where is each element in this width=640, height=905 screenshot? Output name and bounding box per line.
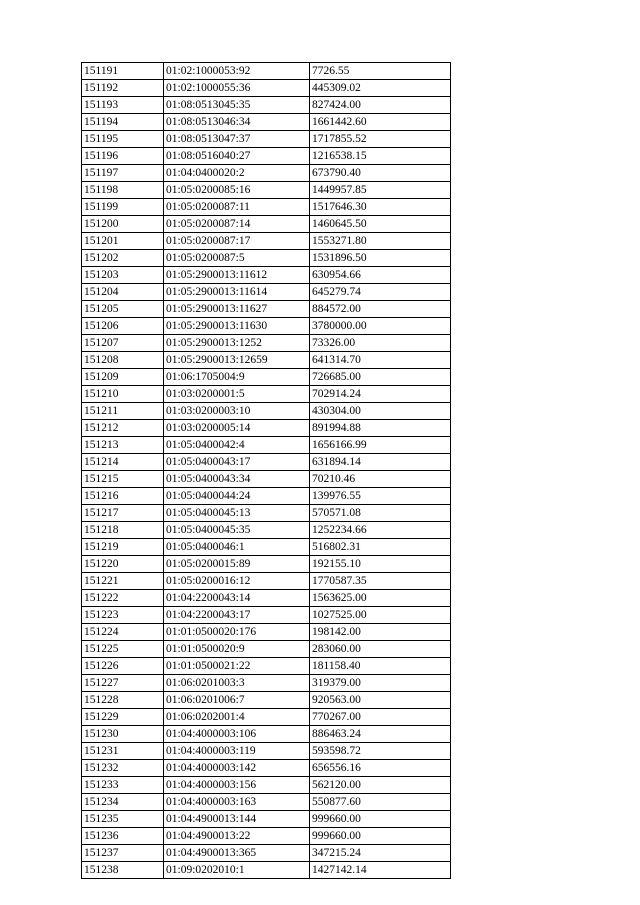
table-row — [82, 182, 451, 199]
value-cell: 999660.00 — [310, 828, 451, 845]
row-number-cell: 151219 — [82, 539, 164, 556]
cadastral-number-cell: 01:05:0200087:5 — [164, 250, 310, 267]
cadastral-number-cell: 01:05:0200087:14 — [164, 216, 310, 233]
cadastral-number-cell: 01:08:0513046:34 — [164, 114, 310, 131]
row-number-cell: 151227 — [82, 675, 164, 692]
table-row — [82, 675, 451, 692]
cadastral-number-cell: 01:01:0500020:176 — [164, 624, 310, 641]
value-cell: 1656166.99 — [310, 437, 451, 454]
row-number-cell: 151217 — [82, 505, 164, 522]
value-cell: 1531896.50 — [310, 250, 451, 267]
value-cell: 702914.24 — [310, 386, 451, 403]
cadastral-number-cell: 01:06:0201006:7 — [164, 692, 310, 709]
row-number-cell: 151229 — [82, 709, 164, 726]
cadastral-number-cell: 01:04:4000003:142 — [164, 760, 310, 777]
table-row — [82, 777, 451, 794]
table-body — [82, 63, 451, 879]
document-page — [81, 62, 450, 879]
value-cell: 726685.00 — [310, 369, 451, 386]
cadastral-number-cell: 01:04:4900013:365 — [164, 845, 310, 862]
table-row — [82, 148, 451, 165]
value-cell: 7726.55 — [310, 63, 451, 80]
table-row — [82, 131, 451, 148]
cadastral-number-cell: 01:05:0400043:17 — [164, 454, 310, 471]
value-cell: 198142.00 — [310, 624, 451, 641]
cadastral-number-cell: 01:04:4900013:22 — [164, 828, 310, 845]
value-cell: 630954.66 — [310, 267, 451, 284]
table-row — [82, 403, 451, 420]
row-number-cell: 151237 — [82, 845, 164, 862]
cadastral-number-cell: 01:03:0200001:5 — [164, 386, 310, 403]
value-cell: 1460645.50 — [310, 216, 451, 233]
row-number-cell: 151193 — [82, 97, 164, 114]
table-row — [82, 437, 451, 454]
value-cell: 73326.00 — [310, 335, 451, 352]
value-cell: 673790.40 — [310, 165, 451, 182]
value-cell: 1563625.00 — [310, 590, 451, 607]
cadastral-number-cell: 01:06:0202001:4 — [164, 709, 310, 726]
row-number-cell: 151201 — [82, 233, 164, 250]
row-number-cell: 151216 — [82, 488, 164, 505]
table-row — [82, 250, 451, 267]
table-row — [82, 726, 451, 743]
table-row — [82, 760, 451, 777]
table-row — [82, 114, 451, 131]
cadastral-number-cell: 01:04:4000003:163 — [164, 794, 310, 811]
table-row — [82, 97, 451, 114]
table-row — [82, 556, 451, 573]
value-cell: 192155.10 — [310, 556, 451, 573]
cadastral-number-cell: 01:06:0201003:3 — [164, 675, 310, 692]
row-number-cell: 151198 — [82, 182, 164, 199]
cadastral-number-cell: 01:09:0202010:1 — [164, 862, 310, 879]
value-cell: 1553271.80 — [310, 233, 451, 250]
cadastral-number-cell: 01:02:1000053:92 — [164, 63, 310, 80]
row-number-cell: 151207 — [82, 335, 164, 352]
cadastral-number-cell: 01:04:2200043:14 — [164, 590, 310, 607]
value-cell: 645279.74 — [310, 284, 451, 301]
value-cell: 283060.00 — [310, 641, 451, 658]
value-cell: 139976.55 — [310, 488, 451, 505]
value-cell: 347215.24 — [310, 845, 451, 862]
value-cell: 319379.00 — [310, 675, 451, 692]
table-row — [82, 454, 451, 471]
value-cell: 631894.14 — [310, 454, 451, 471]
cadastral-number-cell: 01:05:0200087:17 — [164, 233, 310, 250]
table-row — [82, 522, 451, 539]
value-cell: 430304.00 — [310, 403, 451, 420]
row-number-cell: 151205 — [82, 301, 164, 318]
cadastral-number-cell: 01:05:0400044:24 — [164, 488, 310, 505]
table-row — [82, 743, 451, 760]
cadastral-number-cell: 01:05:0400042:4 — [164, 437, 310, 454]
row-number-cell: 151231 — [82, 743, 164, 760]
value-cell: 3780000.00 — [310, 318, 451, 335]
value-cell: 1252234.66 — [310, 522, 451, 539]
cadastral-number-cell: 01:08:0513045:35 — [164, 97, 310, 114]
table-row — [82, 386, 451, 403]
cadastral-number-cell: 01:05:2900013:1252 — [164, 335, 310, 352]
cadastral-number-cell: 01:05:2900013:11630 — [164, 318, 310, 335]
row-number-cell: 151191 — [82, 63, 164, 80]
cadastral-number-cell: 01:05:2900013:11614 — [164, 284, 310, 301]
value-cell: 445309.02 — [310, 80, 451, 97]
cadastral-number-cell: 01:05:2900013:11612 — [164, 267, 310, 284]
table-row — [82, 828, 451, 845]
data-table — [81, 62, 451, 879]
cadastral-number-cell: 01:04:4000003:106 — [164, 726, 310, 743]
cadastral-number-cell: 01:03:0200003:10 — [164, 403, 310, 420]
cadastral-number-cell: 01:04:4000003:156 — [164, 777, 310, 794]
row-number-cell: 151220 — [82, 556, 164, 573]
value-cell: 1216538.15 — [310, 148, 451, 165]
value-cell: 181158.40 — [310, 658, 451, 675]
value-cell: 593598.72 — [310, 743, 451, 760]
row-number-cell: 151194 — [82, 114, 164, 131]
row-number-cell: 151199 — [82, 199, 164, 216]
row-number-cell: 151235 — [82, 811, 164, 828]
cadastral-number-cell: 01:01:0500021:22 — [164, 658, 310, 675]
row-number-cell: 151210 — [82, 386, 164, 403]
row-number-cell: 151215 — [82, 471, 164, 488]
table-row — [82, 505, 451, 522]
cadastral-number-cell: 01:04:0400020:2 — [164, 165, 310, 182]
row-number-cell: 151228 — [82, 692, 164, 709]
table-row — [82, 284, 451, 301]
row-number-cell: 151222 — [82, 590, 164, 607]
row-number-cell: 151232 — [82, 760, 164, 777]
table-row — [82, 199, 451, 216]
table-row — [82, 862, 451, 879]
value-cell: 550877.60 — [310, 794, 451, 811]
value-cell: 562120.00 — [310, 777, 451, 794]
row-number-cell: 151233 — [82, 777, 164, 794]
cadastral-number-cell: 01:05:0200016:12 — [164, 573, 310, 590]
table-row — [82, 573, 451, 590]
table-row — [82, 607, 451, 624]
table-row — [82, 624, 451, 641]
table-row — [82, 80, 451, 97]
cadastral-number-cell: 01:08:0516040:27 — [164, 148, 310, 165]
value-cell: 656556.16 — [310, 760, 451, 777]
value-cell: 570571.08 — [310, 505, 451, 522]
row-number-cell: 151225 — [82, 641, 164, 658]
table-row — [82, 301, 451, 318]
row-number-cell: 151195 — [82, 131, 164, 148]
cadastral-number-cell: 01:05:0400045:13 — [164, 505, 310, 522]
row-number-cell: 151208 — [82, 352, 164, 369]
table-row — [82, 233, 451, 250]
table-row — [82, 318, 451, 335]
value-cell: 770267.00 — [310, 709, 451, 726]
cadastral-number-cell: 01:05:2900013:11627 — [164, 301, 310, 318]
value-cell: 891994.88 — [310, 420, 451, 437]
row-number-cell: 151236 — [82, 828, 164, 845]
value-cell: 886463.24 — [310, 726, 451, 743]
table-row — [82, 216, 451, 233]
row-number-cell: 151200 — [82, 216, 164, 233]
table-row — [82, 845, 451, 862]
row-number-cell: 151213 — [82, 437, 164, 454]
table-row — [82, 488, 451, 505]
table-row — [82, 539, 451, 556]
row-number-cell: 151202 — [82, 250, 164, 267]
row-number-cell: 151221 — [82, 573, 164, 590]
row-number-cell: 151196 — [82, 148, 164, 165]
row-number-cell: 151209 — [82, 369, 164, 386]
cadastral-number-cell: 01:04:4900013:144 — [164, 811, 310, 828]
value-cell: 1517646.30 — [310, 199, 451, 216]
table-row — [82, 692, 451, 709]
value-cell: 884572.00 — [310, 301, 451, 318]
table-row — [82, 590, 451, 607]
table-row — [82, 165, 451, 182]
table-row — [82, 420, 451, 437]
value-cell: 827424.00 — [310, 97, 451, 114]
cadastral-number-cell: 01:02:1000055:36 — [164, 80, 310, 97]
cadastral-number-cell: 01:08:0513047:37 — [164, 131, 310, 148]
table-row — [82, 658, 451, 675]
row-number-cell: 151206 — [82, 318, 164, 335]
value-cell: 1027525.00 — [310, 607, 451, 624]
row-number-cell: 151211 — [82, 403, 164, 420]
row-number-cell: 151238 — [82, 862, 164, 879]
table-row — [82, 794, 451, 811]
table-row — [82, 471, 451, 488]
cadastral-number-cell: 01:05:2900013:12659 — [164, 352, 310, 369]
row-number-cell: 151226 — [82, 658, 164, 675]
value-cell: 1427142.14 — [310, 862, 451, 879]
cadastral-number-cell: 01:01:0500020:9 — [164, 641, 310, 658]
value-cell: 1449957.85 — [310, 182, 451, 199]
row-number-cell: 151230 — [82, 726, 164, 743]
row-number-cell: 151204 — [82, 284, 164, 301]
row-number-cell: 151214 — [82, 454, 164, 471]
value-cell: 920563.00 — [310, 692, 451, 709]
row-number-cell: 151234 — [82, 794, 164, 811]
table-row — [82, 811, 451, 828]
cadastral-number-cell: 01:05:0400043:34 — [164, 471, 310, 488]
value-cell: 999660.00 — [310, 811, 451, 828]
cadastral-number-cell: 01:05:0200087:11 — [164, 199, 310, 216]
row-number-cell: 151224 — [82, 624, 164, 641]
value-cell: 1717855.52 — [310, 131, 451, 148]
value-cell: 641314.70 — [310, 352, 451, 369]
table-row — [82, 709, 451, 726]
cadastral-number-cell: 01:05:0200085:16 — [164, 182, 310, 199]
cadastral-number-cell: 01:05:0400045:35 — [164, 522, 310, 539]
value-cell: 70210.46 — [310, 471, 451, 488]
row-number-cell: 151223 — [82, 607, 164, 624]
value-cell: 1770587.35 — [310, 573, 451, 590]
value-cell: 1661442.60 — [310, 114, 451, 131]
table-row — [82, 352, 451, 369]
row-number-cell: 151218 — [82, 522, 164, 539]
cadastral-number-cell: 01:05:0400046:1 — [164, 539, 310, 556]
row-number-cell: 151192 — [82, 80, 164, 97]
cadastral-number-cell: 01:06:1705004:9 — [164, 369, 310, 386]
cadastral-number-cell: 01:04:2200043:17 — [164, 607, 310, 624]
cadastral-number-cell: 01:05:0200015:89 — [164, 556, 310, 573]
table-row — [82, 335, 451, 352]
cadastral-number-cell: 01:04:4000003:119 — [164, 743, 310, 760]
row-number-cell: 151212 — [82, 420, 164, 437]
value-cell: 516802.31 — [310, 539, 451, 556]
table-row — [82, 267, 451, 284]
cadastral-number-cell: 01:03:0200005:14 — [164, 420, 310, 437]
table-row — [82, 63, 451, 80]
row-number-cell: 151197 — [82, 165, 164, 182]
table-row — [82, 369, 451, 386]
row-number-cell: 151203 — [82, 267, 164, 284]
table-row — [82, 641, 451, 658]
